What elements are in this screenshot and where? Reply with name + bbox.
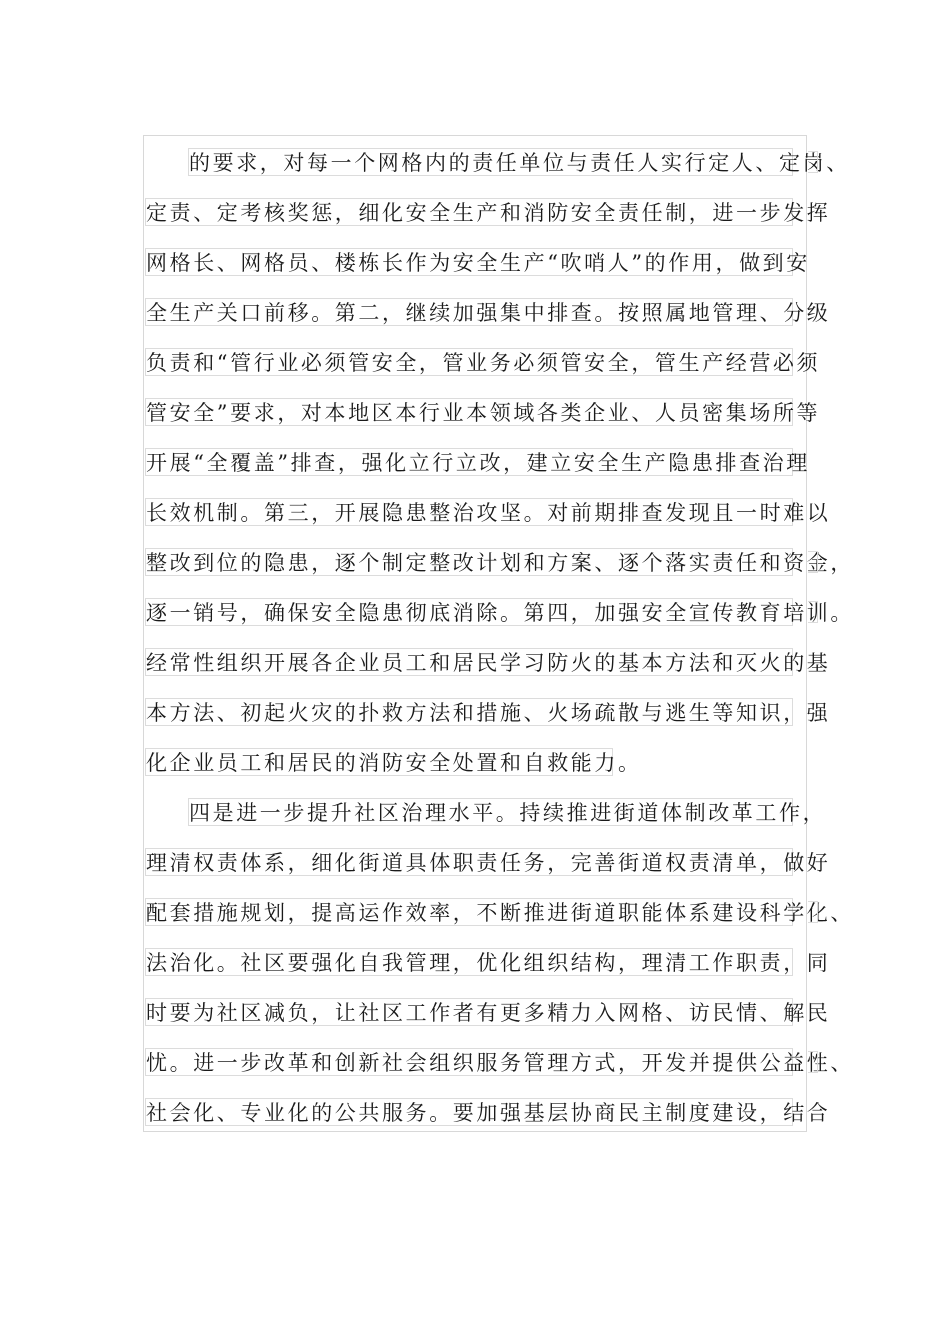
text-line: 定责、定考核奖惩，细化安全生产和消防安全责任制，进一步发挥 xyxy=(145,198,793,226)
text-line: 管安全”要求，对本地区本行业本领域各类企业、人员密集场所等 xyxy=(145,398,793,426)
text-line: 网格长、网格员、楼栋长作为安全生产“吹哨人”的作用，做到安 xyxy=(145,248,793,276)
text-line: 时要为社区减负，让社区工作者有更多精力入网格、访民情、解民 xyxy=(145,998,793,1026)
text-line: 全生产关口前移。第二，继续加强集中排查。按照属地管理、分级 xyxy=(145,298,793,326)
text-line: 开展“全覆盖”排查，强化立行立改，建立安全生产隐患排查治理 xyxy=(145,448,793,476)
line-end-marker xyxy=(808,151,818,173)
text-line: 负责和“管行业必须管安全，管业务必须管安全，管生产经营必须 xyxy=(145,348,793,376)
line-end-marker xyxy=(808,551,818,573)
text-line: 忧。进一步改革和创新社会组织服务管理方式，开发并提供公益性、 xyxy=(145,1048,793,1076)
text-line: 化企业员工和居民的消防安全处置和自救能力。 xyxy=(145,748,613,776)
line-end-marker xyxy=(808,1051,818,1073)
line-end-marker xyxy=(808,601,818,623)
text-line: 社会化、专业化的公共服务。要加强基层协商民主制度建设，结合 xyxy=(145,1098,793,1126)
text-line: 理清权责体系，细化街道具体职责任务，完善街道权责清单，做好 xyxy=(145,848,793,876)
text-line: 逐一销号，确保安全隐患彻底消除。第四，加强安全宣传教育培训。 xyxy=(145,598,793,626)
line-end-marker xyxy=(808,901,818,923)
text-line: 整改到位的隐患，逐个制定整改计划和方案、逐个落实责任和资金， xyxy=(145,548,793,576)
text-line: 配套措施规划，提高运作效率，不断推进街道职能体系建设科学化、 xyxy=(145,898,793,926)
page-frame xyxy=(143,135,807,1132)
text-line: 法治化。社区要强化自我管理，优化组织结构，理清工作职责，同 xyxy=(145,948,793,976)
text-line: 长效机制。第三，开展隐患整治攻坚。对前期排查发现且一时难以 xyxy=(145,498,793,526)
text-line: 的要求，对每一个网格内的责任单位与责任人实行定人、定岗、 xyxy=(188,148,793,176)
text-line: 本方法、初起火灾的扑救方法和措施、火场疏散与逃生等知识，强 xyxy=(145,698,793,726)
text-line: 四是进一步提升社区治理水平。持续推进街道体制改革工作， xyxy=(188,798,793,826)
text-line: 经常性组织开展各企业员工和居民学习防火的基本方法和灭火的基 xyxy=(145,648,793,676)
